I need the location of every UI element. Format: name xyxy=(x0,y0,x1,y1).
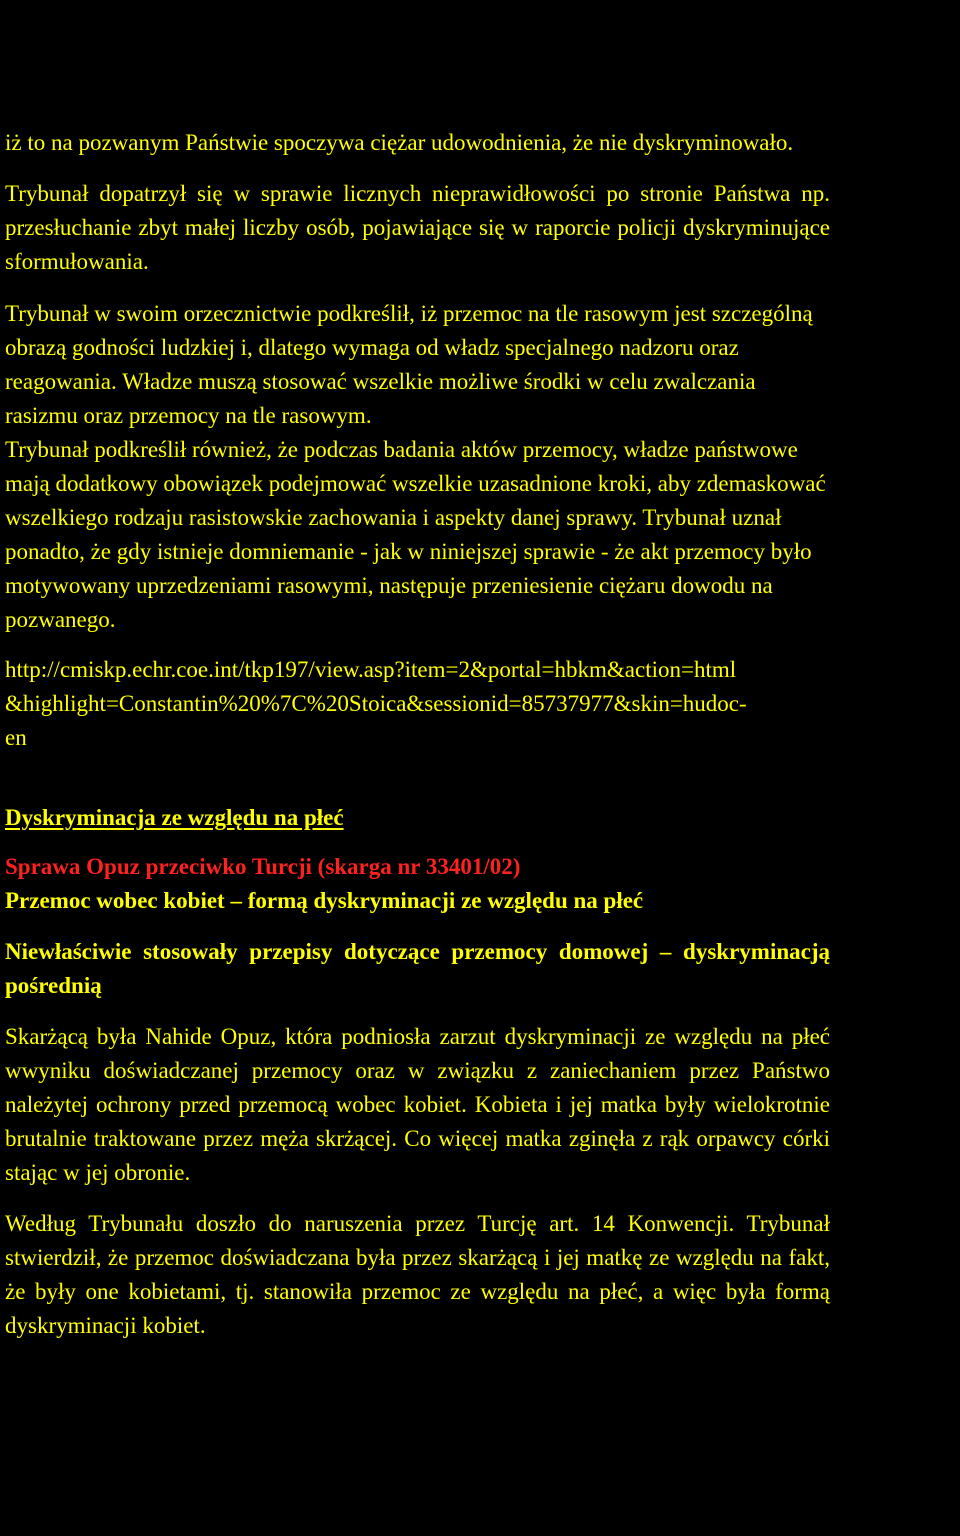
reference-url[interactable] xyxy=(5,653,830,755)
case-subtitle: Przemoc wobec kobiet – formą dyskryminacji ze względu na płeć xyxy=(5,888,644,913)
paragraph-racial-violence: Trybunał w swoim orzecznictwie podkreślił, iż przemoc na tle rasowym jest szczególną obrazą godności ludzkiej i, dlatego wymaga od władz specjalnego nadzoru oraz reagowania. Władze muszą stosować wszelkie możliwe środki w celu zwalczania rasizmu oraz przemocy na tle rasowym. xyxy=(5,301,813,428)
reference-url-line-2[interactable]: &highlight=Constantin%20%7C%20Stoica&sessionid=85737977&skin=hudoc- xyxy=(5,691,747,716)
document-page xyxy=(5,126,830,1343)
paragraph-investigation-duty: Trybunał podkreślił również, że podczas badania aktów przemocy, władze państwowe mają dodatkowy obowiązek podejmować wszelkie uzasadnione kroki, aby zdemaskować wszelkiego rodzaju rasistowskie zachowania i aspekty danej sprawy. Trybunał uznał ponadto, że gdy istnieje domniemanie - jak w niniejszej sprawie - że akt przemocy było motywowany uprzedzeniami rasowymi, następuje przeniesienie ciężaru dowodu na pozwanego. xyxy=(5,437,826,632)
reference-url-line-3[interactable]: en xyxy=(5,725,27,750)
paragraph-burden-of-proof: iż to na pozwanym Państwie spoczywa ciężar udowodnienia, że nie dyskryminowało. xyxy=(5,130,794,155)
paragraph-irregularities: Trybunał dopatrzył się w sprawie licznych nieprawidłowości po stronie Państwa np. przesłuchanie zbyt małej liczby osób, pojawiające się w raporcie policji dyskryminujące sformułowania. xyxy=(5,181,830,274)
section-heading: Dyskryminacja ze względu na płeć xyxy=(5,805,344,830)
paragraph-court-ruling: Według Trybunału doszło do naruszenia przez Turcję art. 14 Konwencji. Trybunał stwierdził, że przemoc doświadczana była przez skarżącą i jej matkę ze względu na fakt, że były one kobietami, tj. stanowiła przemoc ze względu na płeć, a więc była formą dyskryminacji kobiet. xyxy=(5,1211,830,1338)
paragraph-applicant: Skarżącą była Nahide Opuz, która podniosła zarzut dyskryminacji ze względu na płeć wwyniku doświadczanej przemocy oraz w związku z zaniechaniem przez Państwo należytej ochrony przed przemocą wobec kobiet. Kobieta i jej matka były wielokrotnie brutalnie traktowane przez męża skrżącej. Co więcej matka zginęła z rąk orpawcy córki stając w jej obronie. xyxy=(5,1024,830,1185)
bold-heading: Niewłaściwie stosowały przepisy dotyczące przemocy domowej – dyskryminacją pośrednią xyxy=(5,939,830,998)
reference-url-line-1[interactable]: http://cmiskp.echr.coe.int/tkp197/view.asp?item=2&portal=hbkm&action=html xyxy=(5,657,737,682)
case-title: Sprawa Opuz przeciwko Turcji (skarga nr 33401/02) xyxy=(5,854,521,879)
